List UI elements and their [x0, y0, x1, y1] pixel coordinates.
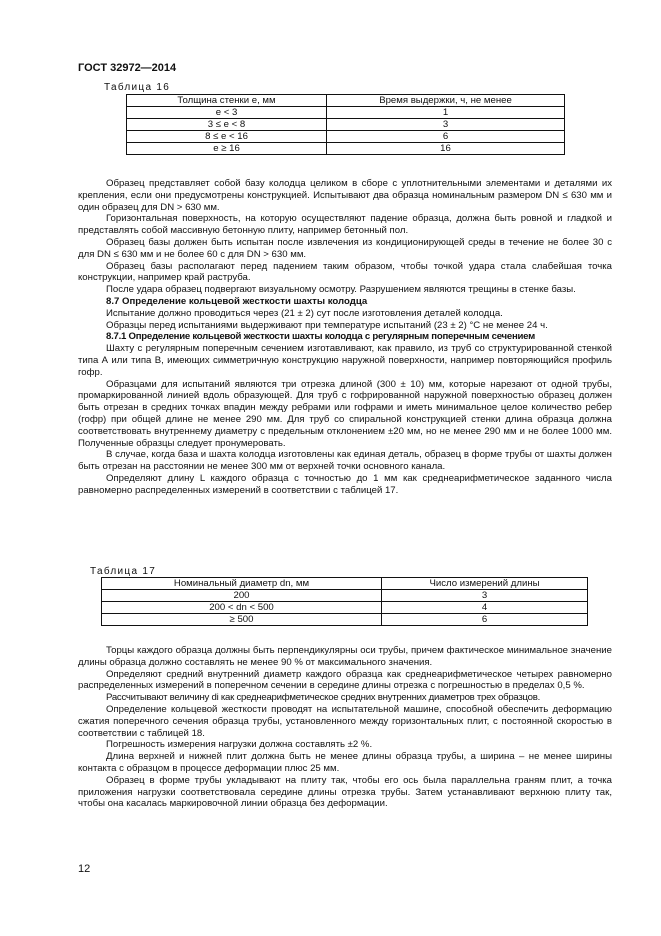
table-cell: 16	[327, 143, 565, 155]
table16-caption: Таблица 16	[104, 82, 171, 93]
table-row	[127, 119, 565, 131]
subsection-heading-8-7-1: 8.7.1 Определение кольцевой жесткости шахты колодца с регулярным поперечным сечением	[106, 331, 535, 343]
table17-caption: Таблица 17	[90, 566, 157, 577]
body-section-2	[78, 645, 612, 810]
paragraph: Образец представляет собой базу колодца целиком в сборе с уплотнительными элементами и деталями их крепления, если они предусмотрены конструкцией. Испытывают два образца номинальным размером DN ≤ 630 мм и один образец для DN > 630 мм.	[78, 178, 612, 213]
paragraph: Образец базы располагают перед падением таким образом, чтобы точкой удара стала слабейшая точка конструкции, например край раструба.	[78, 260, 612, 284]
paragraph: Торцы каждого образца должны быть перпендикулярны оси трубы, причем фактическое минимальное значение длины образца должно составлять не менее 90 % от максимального значения.	[78, 645, 612, 668]
paragraph: Определяют средний внутренний диаметр каждого образца как среднеарифметическое четырех равномерно распределенных измерений в поперечном сечении в середине длины отрезка с погрешностью в пределах 0,5 %.	[78, 668, 612, 692]
paragraph: В случае, когда база и шахта колодца изготовлены как единая деталь, образец в форме трубы от шахты должен быть отрезан на расстоянии не менее 300 мм от верхней точки основного канала.	[78, 449, 612, 473]
table-cell: 6	[327, 131, 565, 143]
table-cell: ≥ 500	[102, 614, 382, 626]
table-cell: 3	[327, 119, 565, 131]
paragraph: Определение кольцевой жесткости проводят на испытательной машине, способной обеспечить деформацию сжатия поперечного сечения образца трубы, установленного между горизонтальных плит, с постоянной скоростью в соответствии с таблицей 18.	[78, 703, 612, 739]
body-section-1	[78, 178, 612, 497]
paragraph: После удара образец подвергают визуальному осмотру. Разрушением являются трещины в стенке базы.	[106, 284, 576, 296]
table16-header-thickness: Толщина стенки e, мм	[127, 95, 327, 107]
table-row	[102, 614, 588, 626]
paragraph: Шахту с регулярным поперечным сечением изготавливают, как правило, из труб со структурированной стенкой типа А или типа В, имеющих симметричную конструкцию наружной поверхности, например повторяющийся профиль гофр.	[78, 343, 612, 378]
table-row	[127, 131, 565, 143]
table-cell: 8 ≤ e < 16	[127, 131, 327, 143]
table-cell: 200	[102, 590, 382, 602]
paragraph: Горизонтальная поверхность, на которую осуществляют падение образца, должна быть ровной и гладкой и представлять собой массивную бетонную плиту, например бетонный пол.	[78, 213, 612, 237]
table-cell: e < 3	[127, 107, 327, 119]
paragraph: Образцы перед испытаниями выдерживают при температуре испытаний (23 ± 2) °С не менее 24 ч.	[106, 319, 548, 331]
document-header: ГОСТ 32972—2014	[78, 62, 177, 74]
paragraph: Образец в форме трубы укладывают на плиту так, чтобы его ось была параллельна граням плит, а точка приложения нагрузки соответствовала середине длины отрезка трубы. Затем устанавливают верхнюю плиту так, чтобы она касалась маркировочной линии образца без деформации.	[78, 774, 612, 810]
page-number: 12	[78, 863, 91, 875]
table-row	[102, 602, 588, 614]
paragraph: Погрешность измерения нагрузки должна составлять ±2 %.	[106, 739, 373, 751]
table-17	[101, 577, 588, 626]
paragraph: Рассчитывают величину di как среднеарифметическое средних внутренних диаметров трех образцов.	[106, 692, 541, 704]
paragraph: Определяют длину L каждого образца с точностью до 1 мм как среднеарифметическое заданного числа равномерно распределенных измерений в соответствии с таблицей 17.	[78, 472, 612, 496]
table-cell: 6	[382, 614, 588, 626]
table-row	[127, 143, 565, 155]
table17-header-diameter: Номинальный диаметр dn, мм	[102, 578, 382, 590]
paragraph: Образцами для испытаний являются три отрезка длиной (300 ± 10) мм, которые нарезают от одной трубы, промаркированной линией вдоль образующей. Для труб с гофрированной наружной поверхностью образец должен быть отрезан в средних точках впадин между ребрами или гофрами и иметь минимальное целое количество ребер (гофр) при общей длине не менее 290 мм. Для труб со спиральной конструкцией стенки длина образца должна соответствовать внутреннему диаметру с предельным отклонением ±20 мм, но не менее 290 мм и не более 1000 мм. Полученные образцы следует пронумеровать.	[78, 378, 612, 449]
section-heading-8-7: 8.7 Определение кольцевой жесткости шахты колодца	[106, 295, 368, 307]
table-cell: 4	[382, 602, 588, 614]
table17-header-count: Число измерений длины	[382, 578, 588, 590]
paragraph: Образец базы должен быть испытан после извлечения из кондиционирующей среды в течение не более 30 с для DN ≤ 630 мм и не более 60 с для DN > 630 мм.	[78, 236, 612, 260]
table16-header-time: Время выдержки, ч, не менее	[327, 95, 565, 107]
table-row	[102, 590, 588, 602]
table-cell: 3 ≤ e < 8	[127, 119, 327, 131]
paragraph: Испытание должно проводиться через (21 ± 2) сут после изготовления деталей колодца.	[106, 307, 503, 319]
table-cell: 200 < dn < 500	[102, 602, 382, 614]
table-row	[127, 107, 565, 119]
paragraph: Длина верхней и нижней плит должна быть не менее длины образца трубы, а ширина – не менее ширины контакта с образцом в процессе деформации плюс 25 мм.	[78, 751, 612, 774]
table-cell: 1	[327, 107, 565, 119]
table-cell: e ≥ 16	[127, 143, 327, 155]
table-cell: 3	[382, 590, 588, 602]
table-16	[126, 94, 565, 155]
